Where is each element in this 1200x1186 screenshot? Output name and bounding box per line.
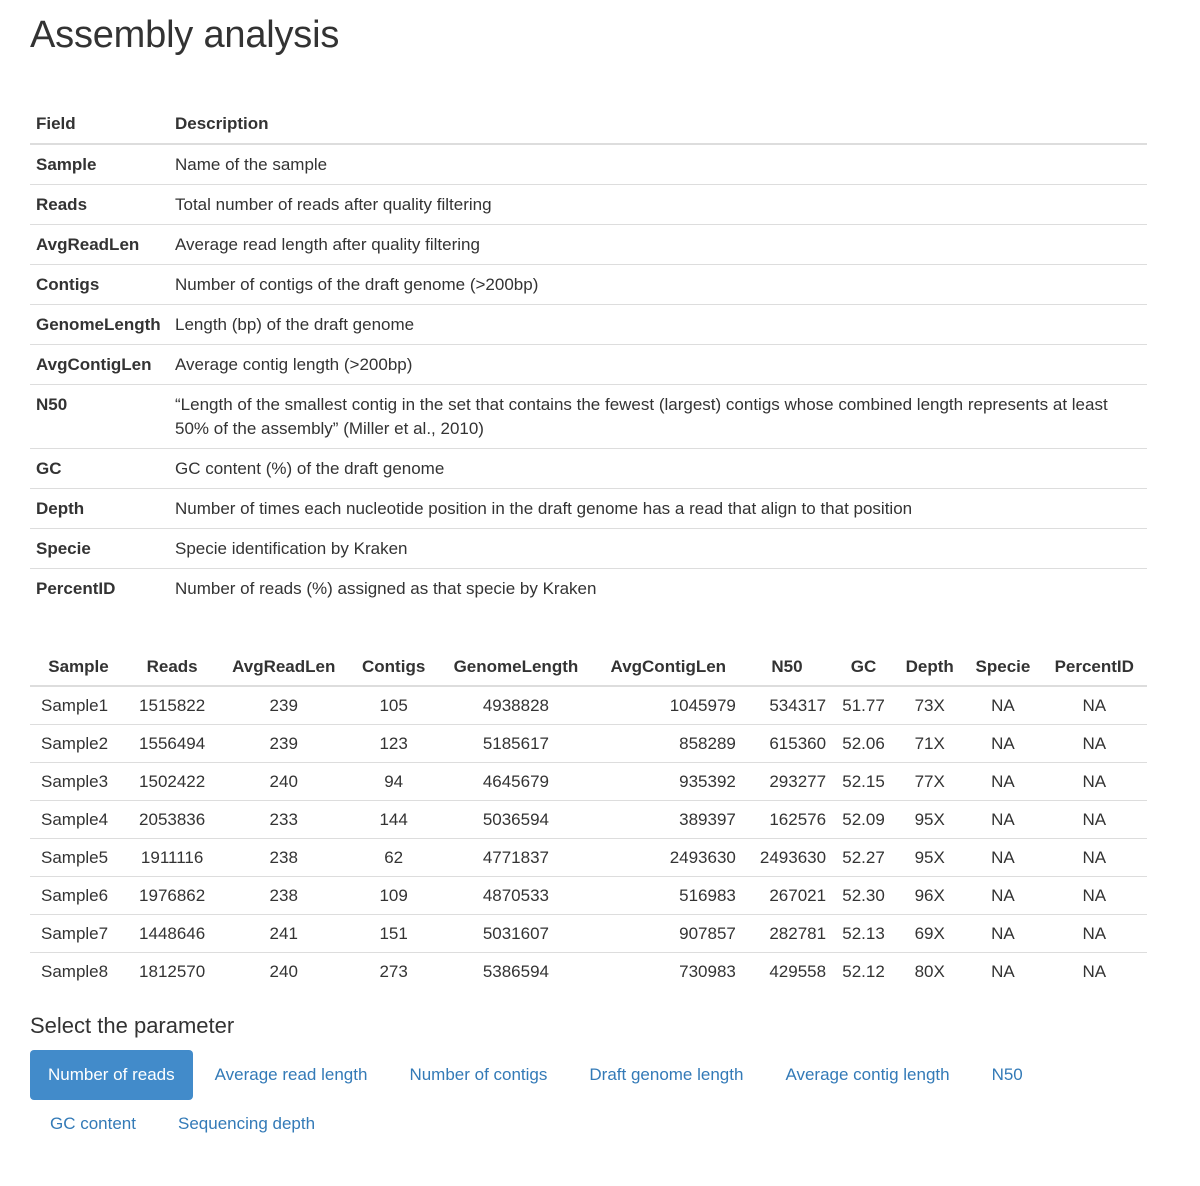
cell-gc: 52.12 xyxy=(832,953,895,991)
cell-depth: 95X xyxy=(895,801,964,839)
table-row xyxy=(30,305,1147,345)
table-row xyxy=(30,915,1147,953)
cell-specie: NA xyxy=(964,877,1041,915)
cell-gc: 52.09 xyxy=(832,801,895,839)
cell-depth: 80X xyxy=(895,953,964,991)
cell-avgreadlen: 239 xyxy=(269,695,298,715)
cell-avgcontiglen: 935392 xyxy=(595,763,742,801)
cell-genomelength: 4938828 xyxy=(482,695,549,715)
field-name: Sample xyxy=(36,155,97,174)
cell-specie: NA xyxy=(964,953,1041,991)
cell-contigs: 62 xyxy=(350,839,437,877)
cell-avgreadlen: 240 xyxy=(217,763,350,801)
cell-avgcontiglen: 516983 xyxy=(595,877,742,915)
cell-gc: 51.77 xyxy=(842,695,885,715)
cell-reads: 1556494 xyxy=(127,725,217,763)
field-name: GenomeLength xyxy=(30,305,169,345)
cell-contigs: 105 xyxy=(379,695,408,715)
field-name: Specie xyxy=(30,529,169,569)
parameter-pills-row xyxy=(30,1050,1045,1100)
cell-gc: 52.27 xyxy=(832,839,895,877)
cell-n50: 2493630 xyxy=(742,839,832,877)
field-descriptions-table xyxy=(30,105,1147,608)
cell-specie: NA xyxy=(964,801,1041,839)
cell-avgcontiglen: 858289 xyxy=(595,725,742,763)
cell-n50: 615360 xyxy=(742,725,832,763)
cell-percentid: NA xyxy=(1042,839,1148,877)
cell-reads: 2053836 xyxy=(127,801,217,839)
cell-reads: 1502422 xyxy=(127,763,217,801)
field-description: Average read length after quality filtering xyxy=(169,225,1147,265)
cell-avgreadlen: 238 xyxy=(217,877,350,915)
cell-contigs: 94 xyxy=(350,763,437,801)
table-header-row xyxy=(30,105,1147,144)
cell-contigs: 273 xyxy=(350,953,437,991)
column-header-avgreadlen: AvgReadLen xyxy=(217,648,350,686)
cell-depth: 77X xyxy=(895,763,964,801)
pill-sequencing-depth[interactable]: Sequencing depth xyxy=(178,1114,316,1133)
cell-sample: Sample7 xyxy=(30,915,127,953)
cell-contigs: 144 xyxy=(350,801,437,839)
field-description: Average contig length (>200bp) xyxy=(169,345,1147,385)
cell-sample: Sample1 xyxy=(41,695,109,715)
cell-specie: NA xyxy=(964,763,1041,801)
cell-avgreadlen: 240 xyxy=(217,953,350,991)
field-description: “Length of the smallest contig in the set that contains the fewest (largest) contigs whose combined length represents at least 50% of the assembly” (Miller et al., 2010) xyxy=(169,385,1147,449)
cell-n50: 282781 xyxy=(742,915,832,953)
cell-genomelength: 4771837 xyxy=(437,839,595,877)
cell-depth: 96X xyxy=(895,877,964,915)
cell-sample: Sample4 xyxy=(30,801,127,839)
pill-number-of-contigs[interactable]: Number of contigs xyxy=(409,1065,548,1084)
cell-n50: 293277 xyxy=(742,763,832,801)
cell-percentid: NA xyxy=(1082,695,1107,715)
cell-percentid: NA xyxy=(1042,801,1148,839)
column-header-contigs: Contigs xyxy=(350,648,437,686)
table-row xyxy=(30,345,1147,385)
table-row xyxy=(30,686,1147,725)
cell-genomelength: 5031607 xyxy=(437,915,595,953)
cell-avgreadlen: 241 xyxy=(217,915,350,953)
table-row xyxy=(30,953,1147,991)
cell-specie: NA xyxy=(964,839,1041,877)
field-name: GC xyxy=(30,449,169,489)
table-row xyxy=(30,385,1147,449)
cell-reads: 1448646 xyxy=(127,915,217,953)
pill-n50[interactable]: N50 xyxy=(991,1065,1023,1084)
cell-reads: 1976862 xyxy=(127,877,217,915)
cell-percentid: NA xyxy=(1042,915,1148,953)
cell-contigs: 123 xyxy=(350,725,437,763)
field-description: Total number of reads after quality filtering xyxy=(169,185,1147,225)
cell-specie: NA xyxy=(964,725,1041,763)
cell-specie: NA xyxy=(964,915,1041,953)
field-name: Depth xyxy=(30,489,169,529)
table-row xyxy=(30,265,1147,305)
cell-sample: Sample3 xyxy=(30,763,127,801)
field-name: AvgContigLen xyxy=(30,345,169,385)
table-row xyxy=(30,763,1147,801)
cell-gc: 52.30 xyxy=(832,877,895,915)
cell-gc: 52.06 xyxy=(832,725,895,763)
cell-sample: Sample2 xyxy=(30,725,127,763)
column-header-sample: Sample xyxy=(30,648,127,686)
cell-specie: NA xyxy=(991,695,1015,715)
page-title: Assembly analysis xyxy=(30,14,340,56)
field-name: Contigs xyxy=(30,265,169,305)
table-row xyxy=(30,801,1147,839)
field-description: Number of times each nucleotide position in the draft genome has a read that align to that position xyxy=(169,489,1147,529)
cell-depth: 73X xyxy=(914,695,945,715)
cell-genomelength: 4870533 xyxy=(437,877,595,915)
column-header-percentid: PercentID xyxy=(1042,648,1148,686)
table-header-row xyxy=(30,648,1147,686)
parameter-pills-row xyxy=(30,1100,337,1148)
cell-genomelength: 5185617 xyxy=(437,725,595,763)
table-row xyxy=(30,725,1147,763)
pill-draft-genome-length[interactable]: Draft genome length xyxy=(589,1065,744,1084)
cell-sample: Sample6 xyxy=(30,877,127,915)
pill-gc-content[interactable]: GC content xyxy=(50,1114,136,1133)
column-header-genomelength: GenomeLength xyxy=(437,648,595,686)
column-header-reads: Reads xyxy=(127,648,217,686)
column-header-avgcontiglen: AvgContigLen xyxy=(595,648,742,686)
assembly-results-table xyxy=(30,648,1147,990)
column-header-specie: Specie xyxy=(964,648,1041,686)
table-row xyxy=(30,839,1147,877)
field-description: Number of contigs of the draft genome (>200bp) xyxy=(169,265,1147,305)
cell-avgcontiglen: 730983 xyxy=(595,953,742,991)
cell-reads: 1812570 xyxy=(127,953,217,991)
cell-avgreadlen: 238 xyxy=(217,839,350,877)
column-header-n50: N50 xyxy=(742,648,832,686)
field-description: Specie identification by Kraken xyxy=(169,529,1147,569)
cell-depth: 71X xyxy=(895,725,964,763)
column-header-depth: Depth xyxy=(895,648,964,686)
cell-contigs: 151 xyxy=(350,915,437,953)
table-row xyxy=(30,569,1147,609)
cell-percentid: NA xyxy=(1042,953,1148,991)
cell-reads: 1911116 xyxy=(127,839,217,877)
field-name: Reads xyxy=(30,185,169,225)
field-description: Number of reads (%) assigned as that specie by Kraken xyxy=(169,569,1147,609)
column-header-gc: GC xyxy=(832,648,895,686)
field-name: AvgReadLen xyxy=(30,225,169,265)
field-description: Length (bp) of the draft genome xyxy=(169,305,1147,345)
cell-n50: 267021 xyxy=(742,877,832,915)
cell-n50: 162576 xyxy=(742,801,832,839)
cell-avgcontiglen: 2493630 xyxy=(595,839,742,877)
cell-reads: 1515822 xyxy=(139,695,206,715)
cell-sample: Sample5 xyxy=(30,839,127,877)
table-row xyxy=(30,449,1147,489)
column-header-description: Description xyxy=(169,105,1147,144)
cell-avgcontiglen: 389397 xyxy=(595,801,742,839)
field-description: GC content (%) of the draft genome xyxy=(169,449,1147,489)
cell-gc: 52.13 xyxy=(832,915,895,953)
column-header-field: Field xyxy=(30,105,169,144)
pill-average-read-length[interactable]: Average read length xyxy=(214,1065,368,1084)
pill-number-of-reads[interactable]: Number of reads xyxy=(30,1050,193,1100)
cell-genomelength: 5036594 xyxy=(437,801,595,839)
cell-avgreadlen: 233 xyxy=(217,801,350,839)
cell-depth: 95X xyxy=(895,839,964,877)
cell-avgreadlen: 239 xyxy=(217,725,350,763)
cell-percentid: NA xyxy=(1042,763,1148,801)
table-row xyxy=(30,877,1147,915)
table-row xyxy=(30,225,1147,265)
pill-average-contig-length[interactable]: Average contig length xyxy=(785,1065,950,1084)
cell-n50: 534317 xyxy=(769,695,827,715)
cell-genomelength: 4645679 xyxy=(437,763,595,801)
cell-depth: 69X xyxy=(895,915,964,953)
table-row xyxy=(30,144,1147,185)
cell-genomelength: 5386594 xyxy=(437,953,595,991)
cell-avgcontiglen: 1045979 xyxy=(669,695,736,715)
table-row xyxy=(30,489,1147,529)
cell-sample: Sample8 xyxy=(30,953,127,991)
cell-n50: 429558 xyxy=(742,953,832,991)
table-row xyxy=(30,185,1147,225)
cell-percentid: NA xyxy=(1042,877,1148,915)
cell-percentid: NA xyxy=(1042,725,1148,763)
cell-gc: 52.15 xyxy=(832,763,895,801)
field-name: PercentID xyxy=(30,569,169,609)
select-parameter-heading: Select the parameter xyxy=(30,1013,235,1038)
cell-contigs: 109 xyxy=(350,877,437,915)
field-description: Name of the sample xyxy=(175,155,328,174)
cell-avgcontiglen: 907857 xyxy=(595,915,742,953)
field-name: N50 xyxy=(30,385,169,449)
table-row xyxy=(30,529,1147,569)
